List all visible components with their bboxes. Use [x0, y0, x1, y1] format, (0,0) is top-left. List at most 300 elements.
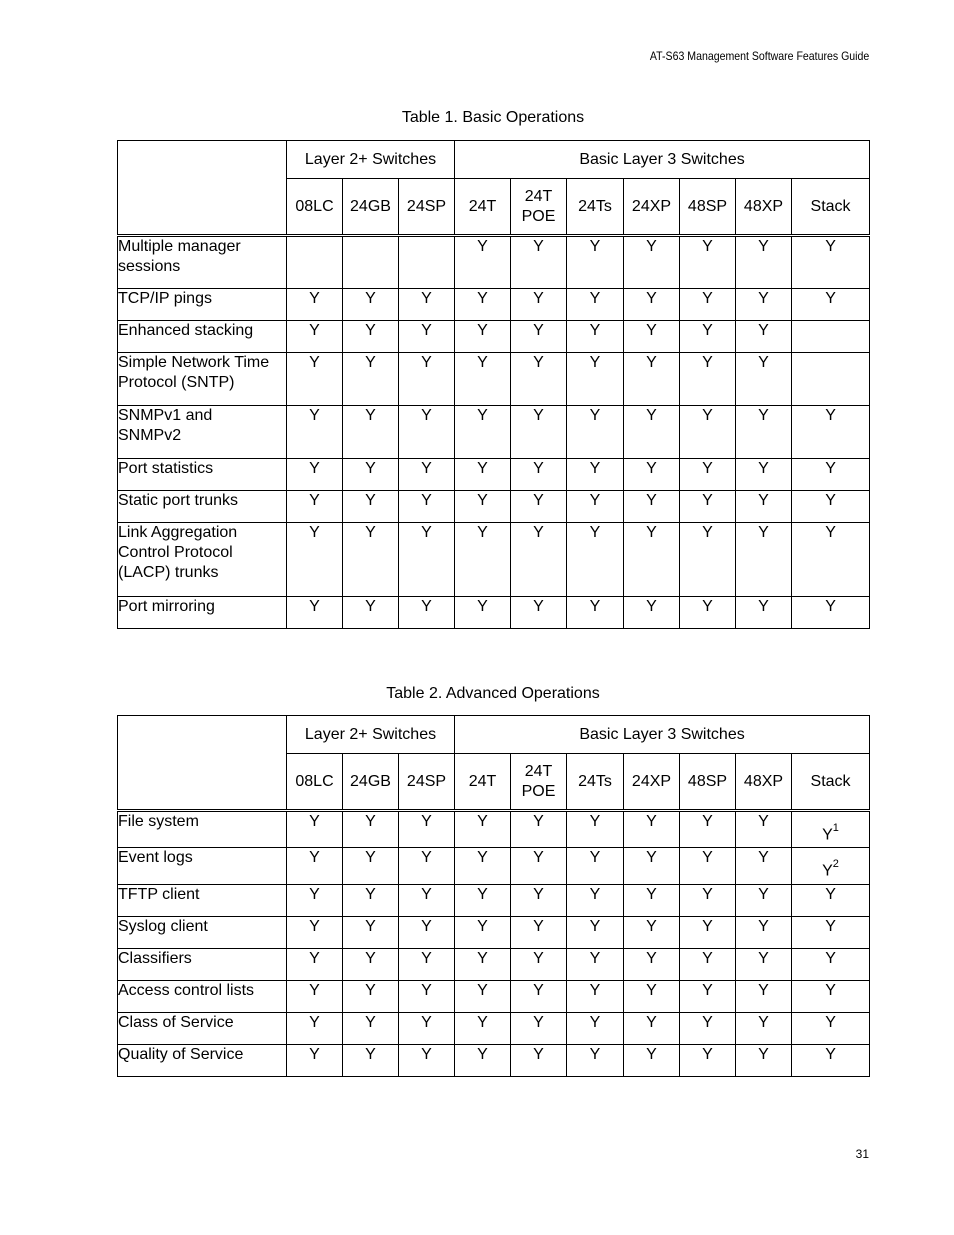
support-value: Y — [646, 492, 657, 509]
support-cell — [736, 1045, 792, 1077]
support-cell — [792, 353, 870, 406]
support-cell — [567, 491, 624, 523]
feature-line: SNMPv1 and — [118, 407, 213, 424]
support-cell — [736, 981, 792, 1013]
support-cell — [455, 1045, 511, 1077]
support-cell — [624, 321, 680, 353]
table-row — [118, 597, 870, 629]
support-value: Y — [758, 524, 769, 541]
support-cell — [567, 289, 624, 321]
support-value: Y — [758, 460, 769, 477]
support-cell — [736, 236, 792, 289]
table-row — [118, 406, 870, 459]
basic-operations-table — [117, 140, 870, 629]
feature-line: Protocol (SNTP) — [118, 374, 235, 391]
support-value: Y — [822, 826, 833, 844]
support-value: Y — [309, 354, 320, 371]
support-value: Y — [646, 918, 657, 935]
support-value: Y — [589, 492, 601, 509]
support-cell — [343, 523, 399, 597]
support-value: Y — [533, 407, 544, 424]
support-value: Y — [758, 492, 769, 509]
support-value: Y — [533, 886, 544, 903]
page-number: 31 — [855, 1147, 869, 1161]
support-cell — [624, 406, 680, 459]
feature-name — [118, 236, 287, 289]
support-cell — [343, 321, 399, 353]
support-value: Y — [477, 813, 488, 830]
support-cell — [343, 406, 399, 459]
support-cell — [511, 321, 567, 353]
support-cell — [792, 491, 870, 523]
support-value: Y — [477, 354, 488, 371]
support-value: Y — [533, 813, 544, 830]
support-value: Y — [825, 598, 836, 615]
support-value: Y — [309, 598, 320, 615]
support-cell — [399, 406, 455, 459]
feature-line: Classifiers — [118, 950, 192, 967]
support-cell — [792, 321, 870, 353]
support-value: Y — [758, 290, 769, 307]
support-value: Y — [646, 950, 657, 967]
support-cell — [455, 523, 511, 597]
support-value: Y — [702, 1046, 713, 1063]
table-row — [118, 289, 870, 321]
support-cell — [343, 459, 399, 491]
support-value: Y — [533, 238, 544, 255]
support-value: Y — [825, 982, 836, 999]
support-value: Y — [589, 290, 601, 307]
support-value: Y — [825, 290, 836, 307]
support-cell — [792, 848, 870, 885]
model-column-header — [511, 754, 567, 811]
support-cell — [680, 949, 736, 981]
support-cell — [680, 848, 736, 885]
support-value: Y — [646, 524, 657, 541]
support-cell — [455, 1013, 511, 1045]
support-cell — [736, 491, 792, 523]
support-cell — [680, 236, 736, 289]
support-value: Y — [825, 886, 836, 903]
feature-line: Access control lists — [118, 982, 255, 999]
footnote-marker: 2 — [832, 858, 839, 870]
support-cell — [399, 523, 455, 597]
support-value: Y — [533, 290, 544, 307]
support-cell — [343, 1013, 399, 1045]
support-cell — [792, 981, 870, 1013]
support-value: Y — [589, 238, 601, 255]
support-value: Y — [533, 1014, 544, 1031]
support-cell — [511, 491, 567, 523]
support-value: Y — [589, 813, 601, 830]
support-value: Y — [421, 1014, 432, 1031]
support-cell — [511, 1013, 567, 1045]
support-value: Y — [702, 813, 713, 830]
support-cell — [567, 459, 624, 491]
support-cell — [680, 811, 736, 848]
support-value: Y — [589, 918, 601, 935]
support-value: Y — [533, 354, 544, 371]
table2-caption: Table 2. Advanced Operations — [386, 685, 600, 702]
feature-name — [118, 1013, 287, 1045]
running-header: AT-S63 Management Software Features Guide — [649, 49, 869, 63]
support-value: Y — [822, 862, 833, 880]
support-cell — [680, 491, 736, 523]
support-cell — [567, 811, 624, 848]
support-cell — [287, 597, 343, 629]
support-cell — [736, 917, 792, 949]
support-value: Y — [646, 238, 657, 255]
support-value: Y — [533, 492, 544, 509]
feature-line: Quality of Service — [118, 1046, 244, 1063]
support-cell — [455, 885, 511, 917]
support-cell — [511, 289, 567, 321]
support-value: Y — [421, 492, 432, 509]
support-value: Y — [646, 598, 657, 615]
model-column-header: 24SP — [399, 754, 455, 811]
support-value: Y — [309, 849, 320, 866]
support-cell — [455, 597, 511, 629]
support-value: Y — [365, 1046, 376, 1063]
feature-line: Static port trunks — [118, 492, 239, 509]
support-value: Y — [702, 238, 713, 255]
support-value: Y — [533, 950, 544, 967]
support-value: Y — [758, 918, 769, 935]
support-cell — [287, 981, 343, 1013]
support-cell — [399, 491, 455, 523]
support-value: Y — [309, 918, 320, 935]
table-row — [118, 1013, 870, 1045]
table-row — [118, 981, 870, 1013]
support-cell — [343, 289, 399, 321]
table-row — [118, 949, 870, 981]
support-value: Y — [477, 598, 488, 615]
feature-name — [118, 321, 287, 353]
support-value: Y — [646, 322, 657, 339]
support-value: Y — [421, 982, 432, 999]
feature-name — [118, 289, 287, 321]
support-cell — [624, 459, 680, 491]
support-cell — [287, 1013, 343, 1045]
support-value: Y — [702, 354, 713, 371]
support-cell — [343, 236, 399, 289]
support-cell — [624, 523, 680, 597]
support-cell — [287, 848, 343, 885]
support-cell — [287, 406, 343, 459]
support-value: Y — [589, 950, 601, 967]
support-value: Y — [309, 407, 320, 424]
support-value: Y — [646, 354, 657, 371]
feature-line: SNMPv2 — [118, 427, 182, 444]
support-cell — [680, 459, 736, 491]
feature-line: sessions — [118, 258, 181, 275]
support-value: Y — [702, 524, 713, 541]
support-value: Y — [758, 950, 769, 967]
model-column-header: 24GB — [343, 179, 399, 236]
feature-name — [118, 949, 287, 981]
support-value: Y — [825, 1046, 836, 1063]
support-value: Y — [365, 813, 376, 830]
feature-name — [118, 523, 287, 597]
group-header-row — [118, 716, 870, 754]
support-value: Y — [646, 407, 657, 424]
feature-line: Link Aggregation — [118, 524, 238, 541]
support-value: Y — [309, 982, 320, 999]
support-cell — [792, 1013, 870, 1045]
model-column-header: 48SP — [680, 179, 736, 236]
support-cell — [287, 811, 343, 848]
support-value: Y — [421, 886, 432, 903]
support-cell — [511, 459, 567, 491]
feature-name — [118, 981, 287, 1013]
support-cell — [680, 523, 736, 597]
layer3-group-header: Basic Layer 3 Switches — [455, 141, 870, 179]
support-cell — [624, 917, 680, 949]
support-cell — [511, 811, 567, 848]
model-column-header: Stack — [792, 179, 870, 236]
table-row — [118, 885, 870, 917]
group-header-row — [118, 141, 870, 179]
support-cell — [399, 236, 455, 289]
feature-line: Multiple manager — [118, 238, 241, 255]
support-cell — [567, 917, 624, 949]
support-cell — [736, 321, 792, 353]
feature-name — [118, 597, 287, 629]
support-value: Y — [533, 918, 544, 935]
support-cell — [511, 917, 567, 949]
model-column-header: 24GB — [343, 754, 399, 811]
support-cell — [792, 885, 870, 917]
support-cell — [455, 848, 511, 885]
feature-line: TFTP client — [118, 886, 200, 903]
support-cell — [399, 949, 455, 981]
corner-cell — [118, 716, 287, 811]
support-value: Y — [477, 950, 488, 967]
support-value: Y — [309, 950, 320, 967]
support-value: Y — [365, 982, 376, 999]
support-value: Y — [825, 492, 836, 509]
support-cell — [680, 289, 736, 321]
support-cell — [567, 353, 624, 406]
support-cell — [624, 848, 680, 885]
support-value: Y — [646, 982, 657, 999]
support-value: Y — [589, 982, 601, 999]
model-column-header: 48XP — [736, 179, 792, 236]
support-value: Y — [421, 950, 432, 967]
support-value: Y — [421, 524, 432, 541]
support-cell — [287, 523, 343, 597]
support-cell — [455, 353, 511, 406]
feature-line: File system — [118, 813, 199, 830]
support-value: Y — [477, 460, 488, 477]
support-value: Y — [477, 322, 488, 339]
support-value: Y — [365, 918, 376, 935]
support-cell — [511, 885, 567, 917]
corner-cell — [118, 141, 287, 236]
support-cell — [287, 236, 343, 289]
model-column-header: 24T — [455, 754, 511, 811]
support-cell — [736, 406, 792, 459]
support-cell — [624, 236, 680, 289]
support-cell — [511, 597, 567, 629]
support-cell — [511, 523, 567, 597]
table-row — [118, 917, 870, 949]
table-row — [118, 523, 870, 597]
support-value: Y — [309, 290, 320, 307]
support-value: Y — [758, 886, 769, 903]
support-cell — [680, 406, 736, 459]
support-cell — [680, 981, 736, 1013]
support-cell — [511, 949, 567, 981]
support-value: Y — [477, 918, 488, 935]
support-cell — [399, 597, 455, 629]
table-row — [118, 811, 870, 848]
support-cell — [792, 1045, 870, 1077]
support-value: Y — [702, 886, 713, 903]
support-value: Y — [421, 849, 432, 866]
support-value: Y — [365, 322, 376, 339]
support-cell — [624, 491, 680, 523]
support-value: Y — [309, 1014, 320, 1031]
support-cell — [736, 811, 792, 848]
support-cell — [287, 353, 343, 406]
table-row — [118, 353, 870, 406]
support-cell — [736, 459, 792, 491]
model-column-header: 08LC — [287, 754, 343, 811]
support-value: Y — [533, 322, 544, 339]
support-value: Y — [477, 849, 488, 866]
support-value: Y — [365, 524, 376, 541]
support-cell — [792, 811, 870, 848]
support-value: Y — [533, 460, 544, 477]
model-name-line: POE — [521, 782, 556, 800]
support-value: Y — [589, 1046, 601, 1063]
support-value: Y — [702, 950, 713, 967]
support-value: Y — [533, 982, 544, 999]
support-cell — [624, 597, 680, 629]
feature-line: Syslog client — [118, 918, 208, 935]
feature-name — [118, 459, 287, 491]
support-cell — [792, 289, 870, 321]
support-cell — [399, 917, 455, 949]
support-cell — [399, 1045, 455, 1077]
support-value: Y — [365, 950, 376, 967]
support-value: Y — [309, 886, 320, 903]
model-column-header: 24XP — [624, 179, 680, 236]
support-cell — [343, 491, 399, 523]
support-value: Y — [758, 982, 769, 999]
support-value: Y — [758, 1014, 769, 1031]
support-cell — [736, 353, 792, 406]
support-cell — [680, 885, 736, 917]
model-column-header: 48XP — [736, 754, 792, 811]
support-value: Y — [758, 849, 769, 866]
support-value: Y — [365, 290, 376, 307]
support-cell — [792, 406, 870, 459]
support-value: Y — [365, 598, 376, 615]
support-value: Y — [646, 849, 657, 866]
support-value: Y — [365, 886, 376, 903]
feature-name — [118, 491, 287, 523]
feature-name — [118, 885, 287, 917]
model-name-line: 24T — [524, 762, 553, 780]
support-value: Y — [646, 290, 657, 307]
support-cell — [399, 289, 455, 321]
support-cell — [343, 848, 399, 885]
model-column-header: 24Ts — [567, 754, 624, 811]
support-cell — [455, 289, 511, 321]
support-cell — [455, 321, 511, 353]
support-value: Y — [825, 460, 836, 477]
support-value: Y — [365, 460, 376, 477]
support-value: Y — [825, 950, 836, 967]
support-cell — [567, 523, 624, 597]
support-value: Y — [309, 322, 320, 339]
support-value: Y — [533, 598, 544, 615]
feature-name — [118, 1045, 287, 1077]
support-cell — [736, 289, 792, 321]
support-value: Y — [533, 524, 544, 541]
support-cell — [455, 981, 511, 1013]
support-value: Y — [758, 813, 769, 830]
support-cell — [624, 949, 680, 981]
model-column-header: 08LC — [287, 179, 343, 236]
support-value: Y — [589, 1014, 601, 1031]
support-cell — [399, 353, 455, 406]
support-value: Y — [533, 849, 544, 866]
support-cell — [343, 885, 399, 917]
support-cell — [624, 981, 680, 1013]
support-cell — [287, 1045, 343, 1077]
layer3-group-header: Basic Layer 3 Switches — [455, 716, 870, 754]
support-value: Y — [758, 354, 769, 371]
support-cell — [399, 459, 455, 491]
support-cell — [399, 885, 455, 917]
table-row — [118, 236, 870, 289]
support-value: Y — [309, 460, 320, 477]
support-cell — [567, 848, 624, 885]
support-value: Y — [309, 524, 320, 541]
support-value: Y — [825, 407, 836, 424]
feature-name — [118, 406, 287, 459]
support-cell — [287, 491, 343, 523]
support-cell — [343, 811, 399, 848]
support-value: Y — [421, 290, 432, 307]
support-cell — [792, 949, 870, 981]
support-cell — [736, 949, 792, 981]
support-value: Y — [702, 492, 713, 509]
support-cell — [792, 459, 870, 491]
feature-line: (LACP) trunks — [118, 564, 219, 581]
support-cell — [624, 353, 680, 406]
support-cell — [511, 406, 567, 459]
support-value: Y — [646, 460, 657, 477]
table-row — [118, 1045, 870, 1077]
support-cell — [567, 885, 624, 917]
support-value: Y — [646, 886, 657, 903]
support-cell — [455, 811, 511, 848]
table1-caption: Table 1. Basic Operations — [401, 109, 585, 126]
support-cell — [567, 949, 624, 981]
support-cell — [287, 949, 343, 981]
support-value: Y — [421, 354, 432, 371]
feature-line: Port statistics — [118, 460, 214, 477]
support-value: Y — [589, 598, 601, 615]
support-value: Y — [758, 322, 769, 339]
support-value: Y — [825, 1014, 836, 1031]
support-value: Y — [758, 1046, 769, 1063]
support-cell — [736, 848, 792, 885]
